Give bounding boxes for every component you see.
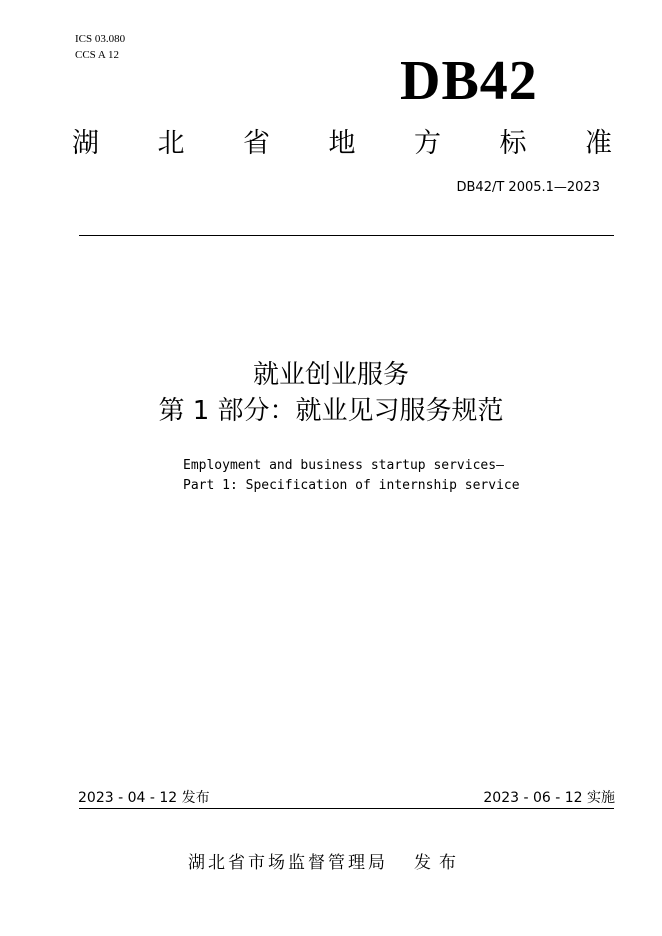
standard-type-char: 湖 [72, 128, 99, 159]
standard-type-char: 方 [414, 128, 441, 159]
issuer-name: 湖北省市场监督管理局 [188, 853, 388, 873]
document-title [0, 357, 662, 429]
standard-type-char: 省 [243, 128, 270, 159]
english-title [183, 456, 520, 496]
standard-number: DB42/T 2005.1—2023 [456, 180, 600, 195]
standard-type-char: 标 [499, 128, 527, 159]
standard-type-char: 地 [328, 128, 356, 159]
classification-codes [75, 31, 125, 63]
standard-type-char: 北 [157, 128, 185, 159]
title-part: 第 1 部分：就业见习服务规范 [158, 396, 504, 426]
issuer-action: 发布 [414, 853, 464, 873]
implementation-date: 2023 - 06 - 12 实施 [483, 790, 615, 806]
english-title-line2: Part 1: Specification of internship service [183, 478, 520, 493]
standard-type-title [72, 126, 612, 162]
issuing-authority [188, 852, 464, 874]
english-title-line1: Employment and business startup services— [183, 458, 504, 473]
standard-type-char: 准 [585, 128, 612, 159]
standard-logo: DB42 [400, 50, 538, 112]
issue-date: 2023 - 04 - 12 发布 [78, 790, 210, 806]
ics-code: ICS 03.080 [75, 33, 126, 45]
top-divider [79, 235, 614, 236]
ccs-code: CCS A 12 [75, 49, 120, 61]
title-main: 就业创业服务 [252, 360, 409, 390]
bottom-divider [79, 808, 614, 809]
